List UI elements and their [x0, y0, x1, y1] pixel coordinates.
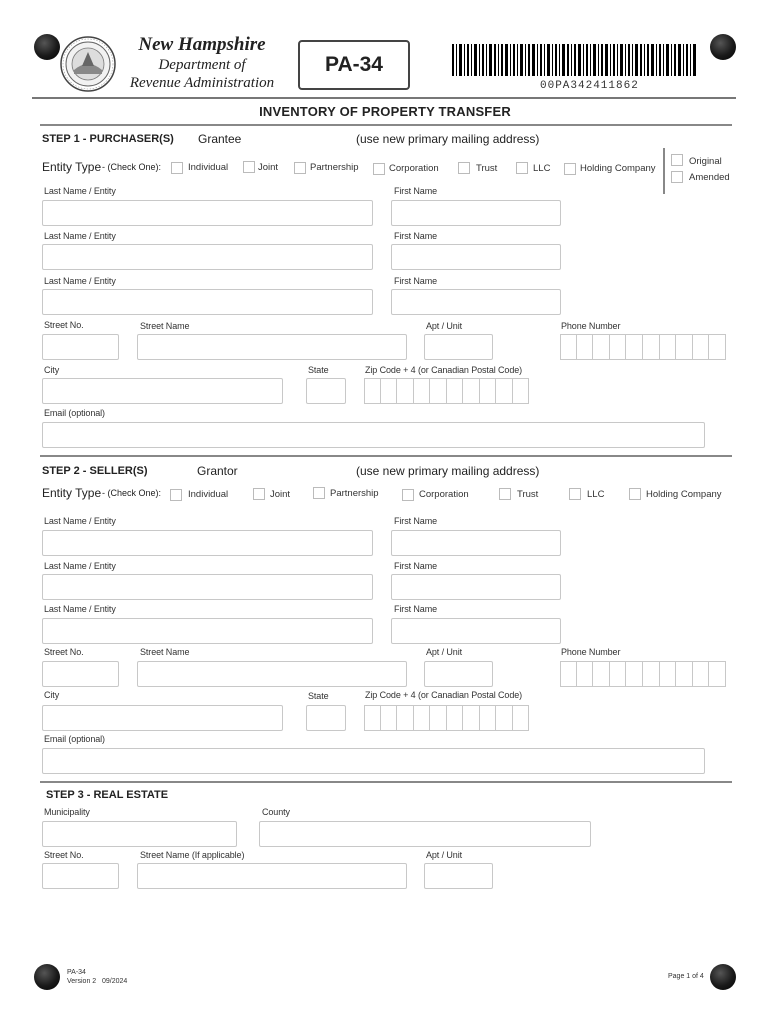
step2-last-name-label-1: Last Name / Entity: [44, 516, 116, 526]
step1-email-label: Email (optional): [44, 408, 105, 418]
step3-street-no-field[interactable]: [42, 863, 119, 889]
step1-street-no-label: Street No.: [44, 320, 84, 330]
step1-city-label: City: [44, 365, 60, 375]
county-field[interactable]: [259, 821, 591, 847]
step2-first-name-label-3: First Name: [394, 604, 438, 614]
step1-trust-label: Trust: [476, 163, 498, 174]
step1-phone-field[interactable]: [560, 334, 726, 360]
step3-street-name-label: Street Name (If applicable): [140, 850, 245, 860]
step2-city-field[interactable]: [42, 705, 283, 731]
step2-street-no-field[interactable]: [42, 661, 119, 687]
step1-apt-label: Apt / Unit: [426, 321, 463, 331]
registration-mark-bottom-left: [34, 964, 60, 990]
step1-street-name-label: Street Name: [140, 321, 190, 331]
amended-checkbox[interactable]: [671, 171, 683, 183]
state-seal-icon: [60, 36, 116, 92]
step1-holding-company-checkbox[interactable]: [564, 163, 576, 175]
step2-street-no-label: Street No.: [44, 647, 84, 657]
step2-city-label: City: [44, 690, 60, 700]
registration-mark-top-left: [34, 34, 60, 60]
step1-individual-checkbox[interactable]: [171, 162, 183, 174]
step1-first-name-field-2[interactable]: [391, 244, 561, 270]
state-name: New Hampshire: [138, 34, 266, 55]
step2-holding-company-label: Holding Company: [646, 489, 722, 500]
step2-llc-checkbox[interactable]: [569, 488, 581, 500]
step1-entity-label: Entity Type: [42, 160, 102, 174]
registration-mark-bottom-right: [710, 964, 736, 990]
department-line-1: Department of: [158, 57, 246, 73]
step2-zip-label: Zip Code + 4 (or Canadian Postal Code): [365, 690, 523, 700]
step2-email-label: Email (optional): [44, 734, 105, 744]
step1-last-name-label-3: Last Name / Entity: [44, 276, 116, 286]
amended-label: Amended: [689, 172, 730, 183]
barcode-icon: [452, 44, 698, 76]
step2-street-name-label: Street Name: [140, 647, 190, 657]
step1-state-field[interactable]: [306, 378, 346, 404]
step1-last-name-label-1: Last Name / Entity: [44, 186, 116, 196]
step1-divider: [40, 455, 732, 457]
step1-last-name-field-1[interactable]: [42, 200, 373, 226]
step1-corporation-checkbox[interactable]: [373, 163, 385, 175]
step2-partnership-label: Partnership: [330, 488, 379, 499]
step3-heading: STEP 3 - REAL ESTATE: [46, 789, 169, 801]
footer-version: Version 2 09/2024: [67, 978, 128, 985]
step1-first-name-field-3[interactable]: [391, 289, 561, 315]
step1-zip-field[interactable]: [364, 378, 529, 404]
page-number: Page 1 of 4: [668, 973, 704, 980]
step2-phone-label: Phone Number: [561, 647, 621, 657]
step1-joint-checkbox[interactable]: [243, 161, 255, 173]
step2-trust-label: Trust: [517, 489, 539, 500]
title-divider: [40, 124, 732, 126]
step2-role: Grantor: [197, 464, 238, 478]
step2-last-name-field-2[interactable]: [42, 574, 373, 600]
step1-individual-label: Individual: [188, 162, 229, 173]
step2-llc-label: LLC: [587, 489, 605, 500]
step2-first-name-label-1: First Name: [394, 516, 438, 526]
step1-joint-label: Joint: [258, 162, 279, 173]
step1-last-name-label-2: Last Name / Entity: [44, 231, 116, 241]
step2-apt-label: Apt / Unit: [426, 647, 463, 657]
municipality-field[interactable]: [42, 821, 237, 847]
step1-first-name-label-2: First Name: [394, 231, 438, 241]
step1-apt-field[interactable]: [424, 334, 493, 360]
step1-first-name-label-1: First Name: [394, 186, 438, 196]
step2-corporation-label: Corporation: [419, 489, 469, 500]
department-line-2: Revenue Administration: [129, 75, 275, 91]
step2-corporation-checkbox[interactable]: [402, 489, 414, 501]
step2-address-note: (use new primary mailing address): [356, 464, 540, 478]
step1-first-name-label-3: First Name: [394, 276, 438, 286]
step1-city-field[interactable]: [42, 378, 283, 404]
step1-partnership-label: Partnership: [310, 162, 359, 173]
step2-phone-field[interactable]: [560, 661, 726, 687]
footer-form-code: PA-34: [67, 969, 86, 976]
county-label: County: [262, 807, 290, 817]
step3-apt-field[interactable]: [424, 863, 493, 889]
step2-last-name-field-3[interactable]: [42, 618, 373, 644]
step1-partnership-checkbox[interactable]: [294, 162, 306, 174]
step1-address-note: (use new primary mailing address): [356, 132, 540, 146]
step2-first-name-field-2[interactable]: [391, 574, 561, 600]
barcode-number: 00PA342411862: [540, 80, 639, 92]
step2-trust-checkbox[interactable]: [499, 488, 511, 500]
step2-zip-field[interactable]: [364, 705, 529, 731]
step3-street-no-label: Street No.: [44, 850, 84, 860]
step2-entity-hint: - (Check One):: [102, 488, 162, 498]
step2-entity-label: Entity Type: [42, 486, 102, 500]
form-title: INVENTORY OF PROPERTY TRANSFER: [259, 104, 511, 119]
step2-street-name-field[interactable]: [137, 661, 407, 687]
step1-trust-checkbox[interactable]: [458, 162, 470, 174]
step1-entity-hint: - (Check One):: [102, 162, 162, 172]
step1-email-field[interactable]: [42, 422, 705, 448]
step1-last-name-field-2[interactable]: [42, 244, 373, 270]
status-divider: [663, 148, 665, 194]
municipality-label: Municipality: [44, 807, 90, 817]
step2-apt-field[interactable]: [424, 661, 493, 687]
step1-street-name-field[interactable]: [137, 334, 407, 360]
step2-state-field[interactable]: [306, 705, 346, 731]
step2-first-name-label-2: First Name: [394, 561, 438, 571]
step1-first-name-field-1[interactable]: [391, 200, 561, 226]
step1-phone-label: Phone Number: [561, 321, 621, 331]
header-divider: [32, 97, 736, 99]
step2-divider: [40, 781, 732, 783]
step1-holding-company-label: Holding Company: [580, 163, 656, 174]
step1-corporation-label: Corporation: [389, 163, 439, 174]
step2-heading: STEP 2 - SELLER(S): [42, 465, 148, 477]
registration-mark-top-right: [710, 34, 736, 60]
step2-email-field[interactable]: [42, 748, 705, 774]
step2-first-name-field-1[interactable]: [391, 530, 561, 556]
step1-last-name-field-3[interactable]: [42, 289, 373, 315]
step2-first-name-field-3[interactable]: [391, 618, 561, 644]
original-checkbox[interactable]: [671, 154, 683, 166]
original-label: Original: [689, 156, 722, 167]
step2-individual-label: Individual: [188, 489, 229, 500]
step2-individual-checkbox[interactable]: [170, 489, 182, 501]
step2-partnership-checkbox[interactable]: [313, 487, 325, 499]
form-code: PA-34: [325, 53, 383, 76]
step1-state-label: State: [308, 365, 329, 375]
step2-last-name-field-1[interactable]: [42, 530, 373, 556]
step2-state-label: State: [308, 691, 329, 701]
step3-street-name-field[interactable]: [137, 863, 407, 889]
step1-llc-label: LLC: [533, 163, 551, 174]
step2-joint-checkbox[interactable]: [253, 488, 265, 500]
step2-joint-label: Joint: [270, 489, 291, 500]
step2-last-name-label-3: Last Name / Entity: [44, 604, 116, 614]
step2-last-name-label-2: Last Name / Entity: [44, 561, 116, 571]
step1-llc-checkbox[interactable]: [516, 162, 528, 174]
step2-holding-company-checkbox[interactable]: [629, 488, 641, 500]
step1-heading: STEP 1 - PURCHASER(S): [42, 133, 174, 145]
step1-zip-label: Zip Code + 4 (or Canadian Postal Code): [365, 365, 523, 375]
form-code-box: [298, 40, 410, 90]
step1-street-no-field[interactable]: [42, 334, 119, 360]
step3-apt-label: Apt / Unit: [426, 850, 463, 860]
step1-role: Grantee: [198, 132, 242, 146]
